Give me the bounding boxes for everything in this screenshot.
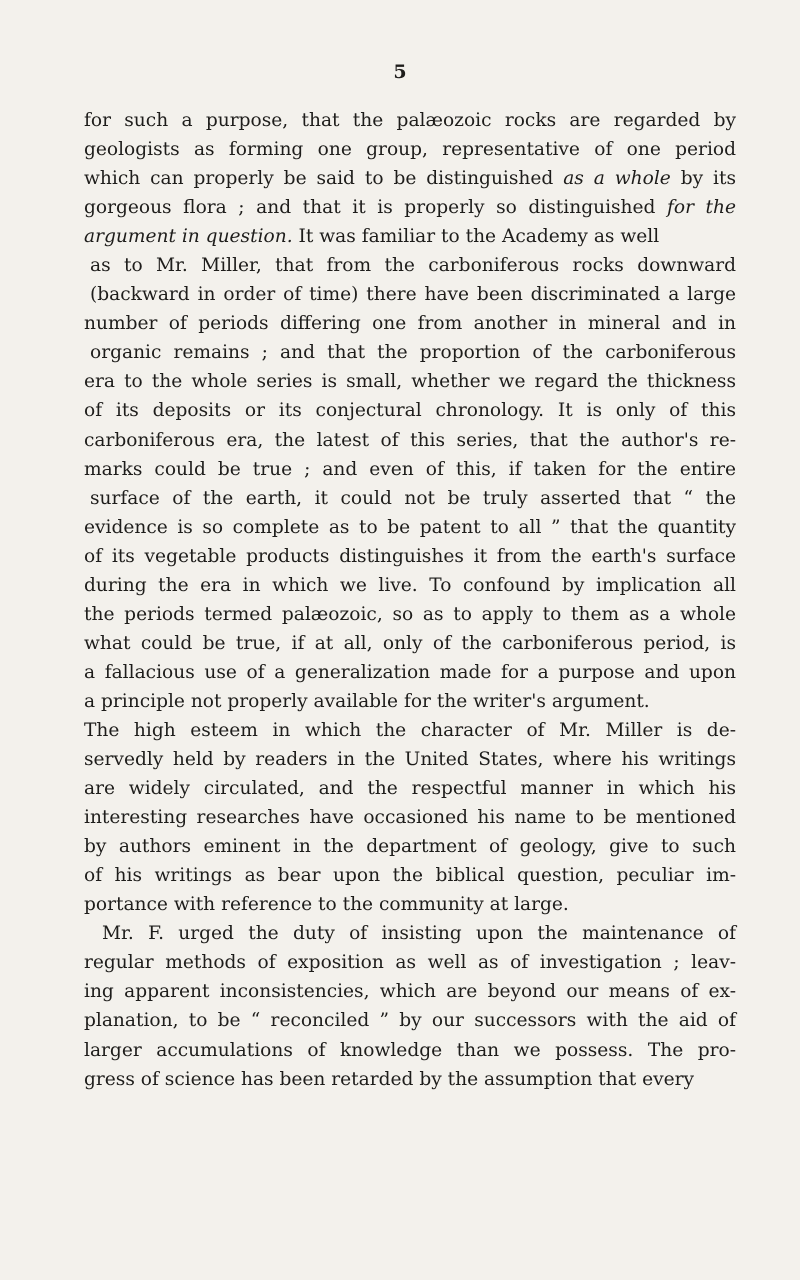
text-segment: Mr. F. urged the duty of insisting upon the maintenance of — [102, 923, 736, 945]
text-segment: gress of science has been retarded by the assumption that every — [84, 1068, 695, 1090]
text-segment: which can properly be said to be distinguished — [84, 168, 564, 190]
text-line — [84, 426, 736, 455]
page-number: 5 — [393, 61, 407, 83]
text-line — [84, 745, 736, 774]
text-line — [84, 251, 736, 280]
text-line — [84, 890, 736, 919]
text-line — [84, 948, 736, 977]
italic-segment: for the — [667, 197, 737, 219]
italic-segment: as a whole — [563, 168, 671, 190]
text-segment: geologists as forming one group, representative of one period — [84, 139, 736, 161]
text-segment: (backward in order of time) there have been discriminated a large — [90, 284, 736, 306]
text-segment: interesting researches have occasioned his name to be mentioned — [84, 807, 736, 829]
text-segment: servedly held by readers in the United States, where his writings — [84, 749, 736, 771]
text-segment: during the era in which we live. To confound by implication all — [84, 574, 736, 596]
text-line — [84, 193, 736, 222]
text-segment: gorgeous flora ; and that it is properly so distinguished — [84, 197, 668, 219]
text-line — [84, 629, 736, 658]
text-segment: by authors eminent in the department of geology, give to such — [84, 836, 736, 858]
text-segment: what could be true, if at all, only of the carboniferous period, is — [84, 632, 736, 654]
text-segment: regular methods of exposition as well as of investigation ; leav- — [84, 952, 736, 974]
text-line — [84, 135, 736, 164]
text-line — [84, 309, 736, 338]
text-line — [84, 280, 736, 309]
text-segment: planation, to be “ reconciled ” by our successors with the aid of — [84, 1010, 736, 1032]
text-line — [84, 106, 736, 135]
text-segment: by its — [670, 168, 736, 190]
text-segment: ing apparent inconsistencies, which are beyond our means of ex- — [84, 981, 736, 1003]
text-segment: of his writings as bear upon the biblical question, peculiar im- — [84, 865, 736, 887]
text-line — [84, 803, 736, 832]
text-line — [84, 861, 736, 890]
text-segment: marks could be true ; and even of this, if taken for the entire — [84, 458, 736, 480]
text-segment: organic remains ; and that the proportion of the carboniferous — [90, 342, 736, 364]
text-segment: a principle not properly available for the writer's argument. — [84, 690, 650, 712]
text-line — [84, 1065, 736, 1094]
text-segment: of its vegetable products distinguishes it from the earth's surface — [84, 545, 736, 567]
text-line — [84, 338, 736, 367]
text-segment: number of periods differing one from another in mineral and in — [84, 313, 736, 335]
text-segment: for such a purpose, that the palæozoic rocks are regarded by — [84, 110, 736, 131]
text-segment: are widely circulated, and the respectful manner in which his — [84, 778, 736, 800]
text-segment: It was familiar to the Academy as well — [292, 226, 660, 248]
text-line — [84, 687, 736, 716]
text-line — [84, 977, 736, 1006]
text-segment: surface of the earth, it could not be truly asserted that “ the — [90, 487, 736, 509]
text-line — [84, 919, 736, 948]
text-segment: a fallacious use of a generalization made for a purpose and upon — [84, 661, 736, 683]
text-line — [84, 658, 736, 687]
text-line — [84, 600, 736, 629]
text-segment: the periods termed palæozoic, so as to apply to them as a whole — [84, 603, 736, 625]
text-line — [84, 222, 736, 251]
text-line — [84, 542, 736, 571]
text-segment: larger accumulations of knowledge than we possess. The pro- — [84, 1039, 736, 1061]
text-segment: carboniferous era, the latest of this series, that the author's re- — [84, 429, 736, 451]
text-line — [84, 716, 736, 745]
text-segment: of its deposits or its conjectural chronology. It is only of this — [84, 400, 736, 422]
text-line — [84, 513, 736, 542]
text-line — [84, 164, 736, 193]
text-segment: evidence is so complete as to be patent to all ” that the quantity — [84, 516, 736, 538]
text-line — [84, 484, 736, 513]
text-segment: era to the whole series is small, whether we regard the thickness — [84, 371, 736, 393]
text-segment: as to Mr. Miller, that from the carboniferous rocks downward — [90, 255, 736, 277]
body-text — [84, 106, 736, 1094]
italic-segment: argument in question. — [84, 226, 293, 248]
text-line — [84, 396, 736, 425]
text-line — [84, 1036, 736, 1065]
text-segment: The high esteem in which the character of Mr. Miller is de- — [84, 719, 736, 741]
text-line — [84, 774, 736, 803]
text-line — [84, 571, 736, 600]
text-line — [84, 367, 736, 396]
text-line — [84, 832, 736, 861]
text-segment: portance with reference to the community at large. — [84, 894, 569, 916]
text-line — [84, 455, 736, 484]
text-line — [84, 1006, 736, 1035]
